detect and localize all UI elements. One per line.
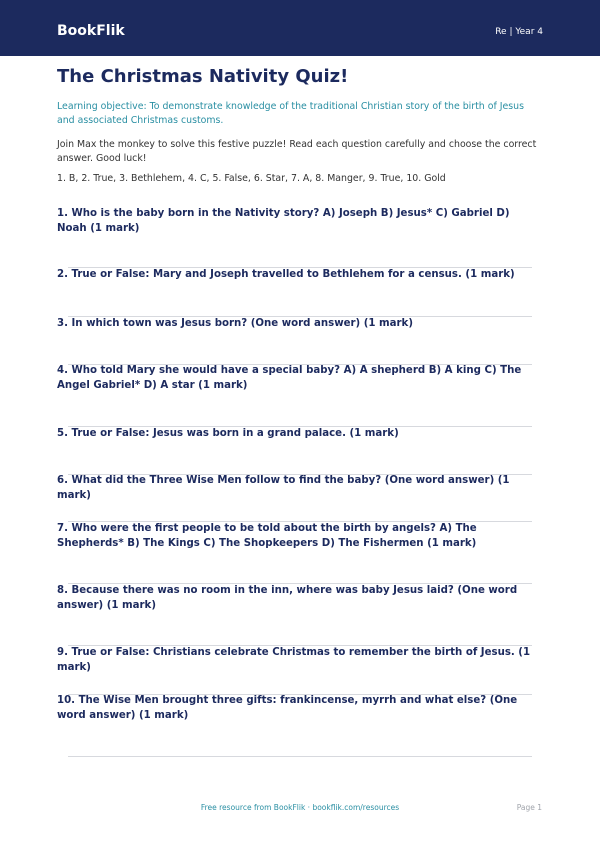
question-4: 4. Who told Mary she would have a special baby? A) A shepherd B) A king C) The Angel Gabriel* D) A star (1 mark) xyxy=(57,365,522,391)
question-2: 2. True or False: Mary and Joseph travelled to Bethlehem for a census. (1 mark) xyxy=(57,269,515,280)
question-1: 1. Who is the baby born in the Nativity story? A) Joseph B) Jesus* C) Gabriel D) Noah (1 mark) xyxy=(57,208,510,234)
page-number: Page 1 xyxy=(516,803,542,812)
question-8: 8. Because there was no room in the inn, where was baby Jesus laid? (One word answer) (1 mark) xyxy=(57,585,518,611)
question-6: 6. What did the Three Wise Men follow to find the baby? (One word answer) (1 mark) xyxy=(57,475,510,501)
footer-credit: Free resource from BookFlik · bookflik.com/resources xyxy=(200,803,400,812)
intro-text: Join Max the monkey to solve this festive puzzle! Read each question carefully and choose the correct answer. Good luck! xyxy=(57,139,537,164)
question-9: 9. True or False: Christians celebrate Christmas to remember the birth of Jesus. (1 mark) xyxy=(57,647,531,673)
question-3: 3. In which town was Jesus born? (One word answer) (1 mark) xyxy=(57,318,413,329)
header-bar xyxy=(0,0,600,56)
learning-objective: Learning objective: To demonstrate knowledge of the traditional Christian story of the birth of Jesus and associated Christmas customs. xyxy=(57,101,524,126)
question-5: 5. True or False: Jesus was born in a grand palace. (1 mark) xyxy=(57,428,399,439)
answer-key: 1. B, 2. True, 3. Bethlehem, 4. C, 5. False, 6. Star, 7. A, 8. Manger, 9. True, 10. Gold xyxy=(57,173,446,184)
subject-year-label: Re | Year 4 xyxy=(495,27,543,37)
answer-line-10 xyxy=(68,756,532,757)
question-10: 10. The Wise Men brought three gifts: frankincense, myrrh and what else? (One word answer) (1 mark) xyxy=(57,695,518,721)
page-title: The Christmas Nativity Quiz! xyxy=(57,66,349,87)
question-7: 7. Who were the first people to be told about the birth by angels? A) The Shepherds* B) The Kings C) The Shopkeepers D) The Fishermen (1 mark) xyxy=(57,523,477,549)
brand-logo: BookFlik xyxy=(57,23,125,39)
